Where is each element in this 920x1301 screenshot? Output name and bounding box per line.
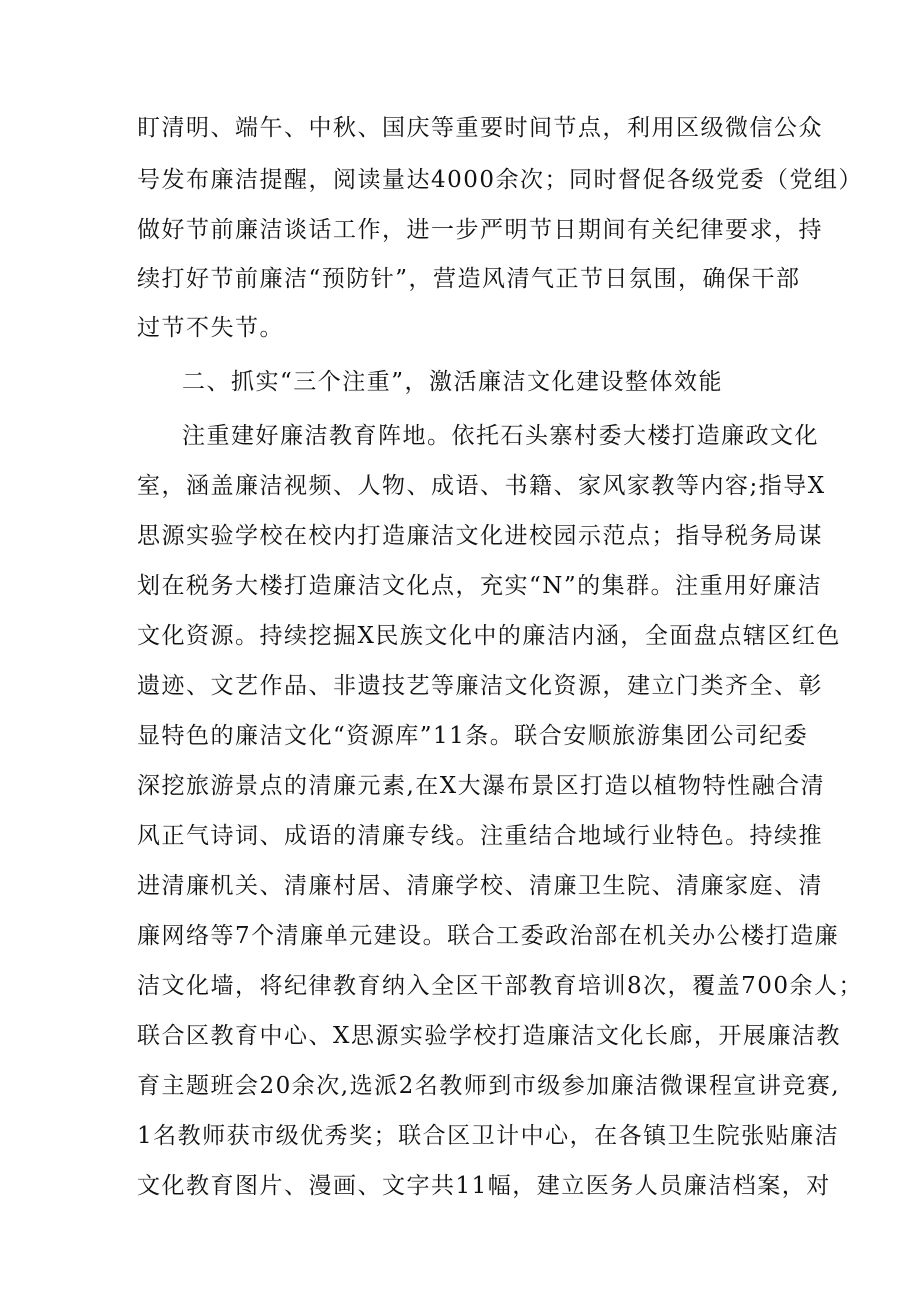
- body-text-line: 1名教师获市级优秀奖；联合区卫计中心，在各镇卫生院张贴廉洁: [137, 1123, 840, 1149]
- body-text-line: 廉网络等7个清廉单元建设。联合工委政治部在机关办公楼打造廉: [137, 923, 840, 949]
- body-text-line: 文化教育图片、漫画、文字共11幅，建立医务人员廉洁档案，对: [137, 1173, 831, 1199]
- body-text-line: 进清廉机关、清廉村居、清廉学校、清廉卫生院、清廉家庭、清: [137, 873, 823, 899]
- body-text-line: 联合区教育中心、X思源实验学校打造廉洁文化长廊，开展廉洁教: [137, 1023, 841, 1049]
- body-text-line: 做好节前廉洁谈话工作，进一步严明节日期间有关纪律要求，持: [137, 217, 823, 243]
- section-heading: 二、抓实“三个注重”，激活廉洁文化建设整体效能: [182, 369, 724, 395]
- body-text-line: 室，涵盖廉洁视频、人物、成语、书籍、家风家教等内容;指导X: [137, 473, 826, 499]
- body-text-line: 号发布廉洁提醒，阅读量达4000余次；同时督促各级党委（党组）: [137, 167, 864, 193]
- body-text-line: 思源实验学校在校内打造廉洁文化进校园示范点；指导税务局谋: [137, 523, 823, 549]
- body-text-line: 深挖旅游景点的清廉元素,在X大瀑布景区打造以植物特性融合清: [137, 773, 826, 799]
- body-text-line: 盯清明、端午、中秋、国庆等重要时间节点，利用区级微信公众: [137, 115, 823, 141]
- body-text-line: 过节不失节。: [137, 315, 284, 341]
- body-text-line: 风正气诗词、成语的清廉专线。注重结合地域行业特色。持续推: [137, 823, 823, 849]
- body-text-line: 注重建好廉洁教育阵地。依托石头寨村委大楼打造廉政文化: [182, 423, 819, 449]
- body-text-line: 显特色的廉洁文化“资源库”11条。联合安顺旅游集团公司纪委: [137, 723, 809, 749]
- body-text-line: 遗迹、文艺作品、非遗技艺等廉洁文化资源，建立门类齐全、彰: [137, 673, 823, 699]
- body-text-line: 文化资源。持续挖掘X民族文化中的廉洁内涵，全面盘点辖区红色: [137, 623, 841, 649]
- body-text-line: 育主题班会20余次,选派2名教师到市级参加廉洁微课程宣讲竞赛,: [137, 1073, 841, 1099]
- body-text-line: 续打好节前廉洁“预防针”，营造风清气正节日氛围，确保干部: [137, 266, 801, 292]
- body-text-line: 划在税务大楼打造廉洁文化点，充实“N”的集群。注重用好廉洁: [137, 573, 823, 599]
- body-text-line: 洁文化墙，将纪律教育纳入全区干部教育培训8次，覆盖700余人；: [137, 973, 864, 999]
